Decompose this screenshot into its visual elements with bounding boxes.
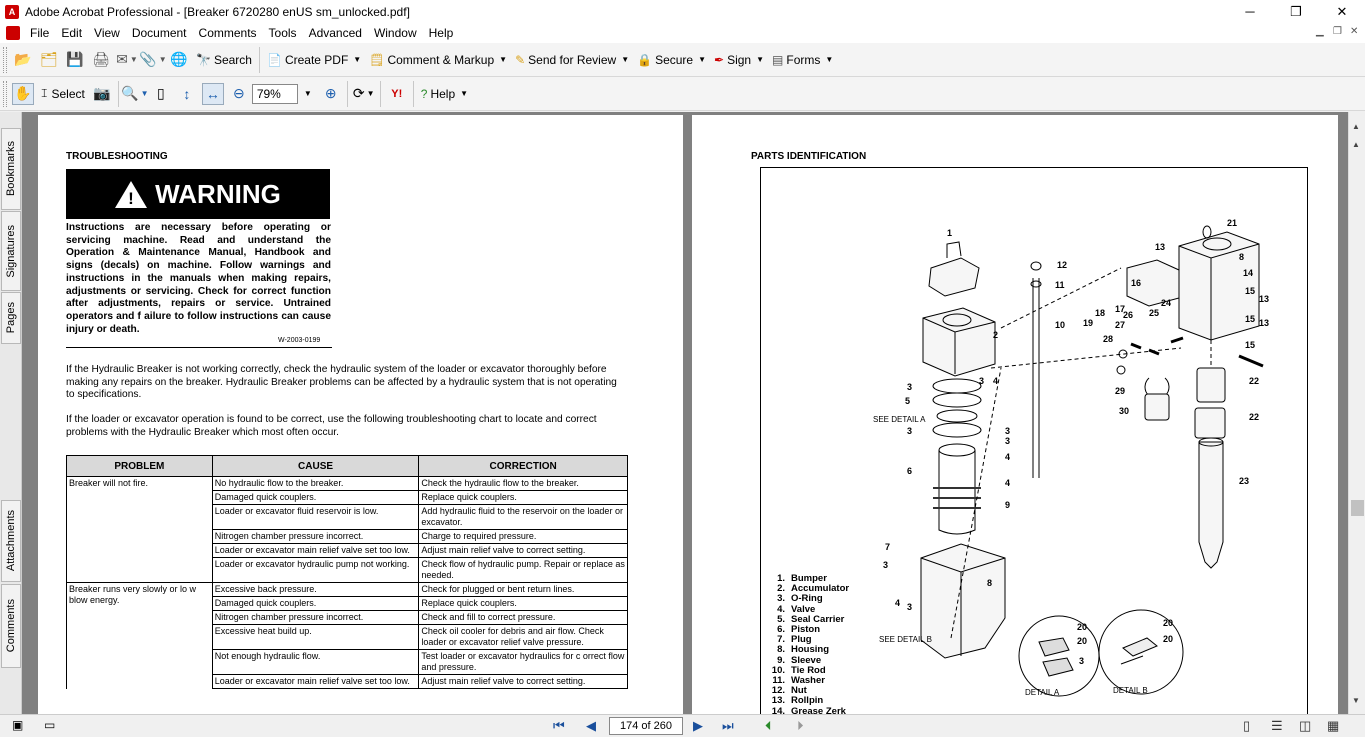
problem-cell: Breaker runs very slowly or lo w blow energy. — [67, 583, 213, 689]
zoom-dropdown-icon[interactable]: ▼ — [303, 89, 312, 98]
legend-text: Housing — [791, 644, 829, 656]
cause-cell: Excessive heat build up. — [212, 625, 419, 650]
separator — [118, 81, 119, 107]
legend-number: 13. — [771, 695, 785, 707]
document-view[interactable] — [22, 112, 1348, 714]
comment-icon: 🗒 — [369, 52, 385, 67]
part-callout: 13 — [1155, 242, 1166, 252]
separator — [380, 81, 381, 107]
text-select-icon: 𝙸 — [40, 86, 49, 100]
organizer-icon[interactable]: 🗂 — [40, 51, 58, 67]
menu-tools[interactable]: Tools — [268, 26, 297, 40]
part-callout: 7 — [885, 542, 891, 552]
cause-cell: Loader or excavator fluid reservoir is low. — [212, 505, 419, 530]
part-callout: 20 — [1163, 634, 1174, 644]
table-row — [67, 477, 628, 491]
legend-number: 1. — [777, 573, 785, 584]
legend-number: 12. — [771, 685, 785, 697]
part-callout: 4 — [993, 376, 999, 386]
see-detail-b-label: SEE DETAIL B — [879, 635, 932, 644]
legend-number: 5. — [777, 613, 785, 625]
part-callout: 25 — [1149, 308, 1160, 318]
pdf-page-right — [692, 115, 1338, 714]
part-callout: 24 — [1161, 298, 1172, 308]
menu-advanced[interactable]: Advanced — [308, 26, 362, 40]
continuous-facing-icon[interactable]: ▦ — [1327, 718, 1340, 733]
cause-cell: Damaged quick couplers. — [212, 491, 419, 505]
create-pdf-icon: 📄 — [266, 52, 282, 67]
column-header-problem: PROBLEM — [67, 456, 213, 477]
part-callout: 13 — [1259, 318, 1270, 328]
next-page-icon[interactable]: ▶ — [693, 718, 703, 733]
legend-text: Grease Zerk — [791, 705, 846, 714]
part-callout: 3 — [1079, 656, 1085, 666]
navigation-panel — [0, 112, 22, 714]
secure-button[interactable]: 🔒 Secure ▼ — [637, 52, 707, 67]
troubleshooting-table — [66, 455, 628, 689]
legend-number: 14. — [771, 705, 785, 714]
part-callout: 27 — [1115, 320, 1126, 330]
status-bar — [0, 714, 1365, 737]
zoom-in-icon[interactable]: ⊕ — [324, 85, 337, 101]
legend-number: 7. — [777, 634, 785, 646]
part-callout: 15 — [1245, 314, 1256, 324]
warning-title: WARNING — [155, 178, 281, 209]
part-callout: 8 — [987, 578, 993, 588]
page-number-field[interactable]: 174 of 260 — [609, 717, 683, 735]
navigation-toolbar — [0, 77, 1365, 111]
part-callout: 22 — [1249, 412, 1260, 422]
email-icon[interactable]: ✉ ▼ — [116, 51, 138, 67]
part-callout: 3 — [979, 376, 985, 386]
correction-cell: Test loader or excavator hydraulics for c orrect flow and pressure. — [419, 650, 628, 675]
menu-bar — [0, 23, 1365, 43]
divider — [66, 347, 332, 348]
attach-icon[interactable]: 📎 ▼ — [139, 51, 167, 67]
legend-text: Rollpin — [791, 695, 824, 707]
part-callout: 3 — [907, 382, 913, 392]
correction-cell: Charge to required pressure. — [419, 530, 628, 544]
legend-number: 3. — [777, 593, 785, 605]
column-header-correction: CORRECTION — [419, 456, 628, 477]
cause-cell: No hydraulic flow to the breaker. — [212, 477, 419, 491]
correction-cell: Adjust main relief valve to correct setting. — [419, 675, 628, 689]
part-callout: 3 — [907, 426, 913, 436]
first-page-icon[interactable]: ⏮ — [553, 718, 565, 733]
part-callout: 14 — [1243, 268, 1254, 278]
send-review-icon: ✎ — [515, 52, 526, 67]
part-callout: 18 — [1095, 308, 1106, 318]
part-callout: 4 — [895, 598, 901, 608]
last-page-icon[interactable]: ⏭ — [722, 718, 734, 733]
table-body — [67, 477, 628, 689]
part-callout: 20 — [1077, 636, 1088, 646]
fit-page-icon[interactable]: ↕ — [183, 85, 191, 102]
part-callout: 22 — [1249, 376, 1260, 386]
warning-icon: ! — [115, 181, 147, 208]
binoculars-icon: 🔭 — [196, 52, 211, 67]
actual-size-icon[interactable]: ▯ — [156, 85, 165, 101]
table-row — [67, 583, 628, 597]
part-callout: 1 — [947, 228, 953, 238]
part-callout: 3 — [907, 602, 913, 612]
legend-text: Bumper — [791, 573, 827, 584]
cause-cell: Loader or excavator main relief valve set too low. — [212, 675, 419, 689]
open-icon[interactable]: 📂 — [14, 51, 32, 67]
exploded-parts-diagram — [760, 167, 1308, 714]
part-callout: 15 — [1245, 340, 1256, 350]
part-callout: 15 — [1245, 286, 1256, 296]
rotate-view-icon[interactable]: ⟳ ▼ — [352, 85, 375, 101]
legend-item — [769, 707, 849, 714]
toolbar-grip[interactable] — [3, 47, 7, 73]
problem-cell: Breaker will not fire. — [67, 477, 213, 583]
part-callout: 30 — [1119, 406, 1130, 416]
tab-signatures[interactable]: Signatures — [1, 211, 21, 291]
legend-number: 2. — [777, 583, 785, 595]
part-callout: 10 — [1055, 320, 1066, 330]
cause-cell: Not enough hydraulic flow. — [212, 650, 419, 675]
part-callout: 4 — [1005, 478, 1011, 488]
column-header-cause: CAUSE — [212, 456, 419, 477]
fit-width-icon[interactable]: ↔ — [202, 83, 224, 105]
hand-tool-icon[interactable]: ✋ — [12, 83, 34, 105]
part-callout: 29 — [1115, 386, 1126, 396]
continuous-icon[interactable]: ☰ — [1271, 718, 1283, 733]
tab-attachments[interactable]: Attachments — [1, 500, 21, 582]
section-heading: PARTS IDENTIFICATION — [751, 151, 867, 162]
scroll-up-icon[interactable]: ▲ — [1352, 122, 1360, 131]
restore-button[interactable]: ❐ — [1290, 3, 1302, 19]
legend-text: Seal Carrier — [791, 613, 845, 625]
vertical-scrollbar[interactable] — [1348, 112, 1365, 714]
part-callout: 20 — [1163, 618, 1174, 628]
part-callout: 3 — [883, 560, 889, 570]
warning-text: Instructions are necessary before operating or servicing machine. Read and understand the Operation & Maintenance Manual, Handbook and signs (decals) on machine. Follow warnings and instructions in the manuals when making repairs, adjustments or servicing. Check for correct function after adjustments, repairs or service. Untrained operators and f ailure to follow instructions can cause injury or death. — [66, 222, 331, 335]
legend-text: Plug — [791, 634, 812, 646]
save-icon[interactable]: 💾 — [66, 51, 84, 67]
part-callout: 12 — [1057, 260, 1068, 270]
legend-number: 9. — [777, 654, 785, 666]
previous-page-icon[interactable]: ◀ — [586, 718, 596, 733]
correction-cell: Replace quick couplers. — [419, 491, 628, 505]
panel-toggle-icon[interactable]: ▣ — [12, 718, 24, 732]
document-icon[interactable] — [6, 26, 20, 40]
doc-close-icon[interactable]: ✕ — [1350, 26, 1359, 37]
yahoo-search-icon[interactable]: Y! — [391, 87, 403, 100]
chart-intro-paragraph: If the loader or excavator operation is found to be correct, use the following troubleshooting chart to locate and correct problems with the Hydraulic Breaker which most often occur. — [66, 414, 597, 438]
cause-cell: Loader or excavator main relief valve set too low. — [212, 544, 419, 558]
detail-a-label: DETAIL A — [1025, 688, 1060, 697]
legend-number: 4. — [777, 603, 785, 615]
part-callout: 3 — [1005, 426, 1011, 436]
scroll-down-icon[interactable]: ▼ — [1352, 696, 1360, 705]
acrobat-app-icon: A — [5, 5, 19, 19]
menu-comments[interactable]: Comments — [198, 26, 257, 40]
detail-b-label: DETAIL B — [1113, 686, 1148, 695]
tab-comments[interactable]: Comments — [1, 584, 21, 668]
window-title: Adobe Acrobat Professional - [Breaker 6720280 enUS sm_unlocked.pdf] — [25, 4, 410, 19]
select-tool-button[interactable]: 𝙸 Select — [40, 86, 85, 101]
correction-cell: Check and fill to correct pressure. — [419, 611, 628, 625]
parts-legend — [769, 574, 849, 714]
cause-cell: Damaged quick couplers. — [212, 597, 419, 611]
legend-number: 10. — [771, 664, 785, 676]
doc-restore-icon[interactable]: ❐ — [1333, 26, 1342, 37]
cause-cell: Nitrogen chamber pressure incorrect. — [212, 530, 419, 544]
minimize-button[interactable]: ─ — [1245, 4, 1255, 19]
correction-cell: Check the hydraulic flow to the breaker. — [419, 477, 628, 491]
correction-cell: Check oil cooler for debris and air flow. Check loader or excavator relief valve pressure. — [419, 625, 628, 650]
warning-banner — [66, 169, 330, 219]
correction-cell: Check for plugged or bent return lines. — [419, 583, 628, 597]
part-callout: 13 — [1259, 294, 1270, 304]
menu-view[interactable]: View — [94, 26, 120, 40]
legend-text: O-Ring — [791, 593, 823, 605]
legend-number: 8. — [777, 644, 785, 656]
send-review-button[interactable]: ✎ Send for Review ▼ — [515, 52, 630, 67]
cause-cell: Nitrogen chamber pressure incorrect. — [212, 611, 419, 625]
part-callout: 21 — [1227, 218, 1238, 228]
help-button[interactable]: ? Help ▼ — [420, 86, 469, 101]
close-button[interactable]: ✕ — [1336, 3, 1348, 19]
zoom-out-icon[interactable]: ⊖ — [232, 85, 245, 101]
go-forward-icon[interactable]: ⏵ — [797, 718, 804, 733]
part-callout: 17 — [1115, 304, 1126, 314]
part-callout: 19 — [1083, 318, 1094, 328]
create-pdf-button[interactable]: 📄 Create PDF ▼ — [266, 52, 362, 67]
legend-text: Nut — [791, 685, 807, 697]
part-callout: 8 — [1239, 252, 1245, 262]
part-callout: 6 — [907, 466, 913, 476]
part-callout: 2 — [993, 330, 999, 340]
part-callout: 3 — [1005, 436, 1011, 446]
scrollbar-thumb[interactable] — [1351, 500, 1364, 516]
part-callout: 11 — [1055, 280, 1065, 290]
correction-cell: Adjust main relief valve to correct setting. — [419, 544, 628, 558]
forms-icon: ▤ — [772, 52, 784, 67]
go-back-icon[interactable]: ⏴ — [765, 718, 772, 733]
legend-number: 11. — [772, 675, 785, 687]
zoom-level-input[interactable] — [252, 84, 298, 104]
web-icon[interactable]: 🌐 — [170, 51, 188, 67]
tab-pages[interactable]: Pages — [1, 292, 21, 344]
tab-bookmarks[interactable]: Bookmarks — [1, 128, 21, 210]
comment-markup-button[interactable]: 🗒 Comment & Markup ▼ — [369, 52, 508, 67]
part-callout: 28 — [1103, 334, 1114, 344]
legend-text: Accumulator — [791, 583, 850, 595]
search-button[interactable]: 🔭 Search — [196, 52, 252, 67]
cause-cell: Loader or excavator hydraulic pump not working. — [212, 558, 419, 583]
intro-paragraph: If the Hydraulic Breaker is not working correctly, check the hydraulic system of the loader or excavator thoroughly before making any repairs on the breaker. Hydraulic Breaker problems can be affected by a hydraulic system that is not operating to specifications. — [66, 364, 617, 401]
part-callout: 20 — [1077, 622, 1088, 632]
separator — [413, 81, 414, 107]
separator — [259, 47, 260, 73]
print-icon[interactable]: 🖨 — [92, 51, 110, 67]
part-callout: 26 — [1123, 310, 1134, 320]
menu-edit[interactable]: Edit — [61, 26, 83, 40]
menu-window[interactable]: Window — [373, 26, 417, 40]
correction-cell: Check flow of hydraulic pump. Repair or replace as needed. — [419, 558, 628, 583]
legend-text: Sleeve — [791, 654, 822, 666]
correction-cell: Replace quick couplers. — [419, 597, 628, 611]
single-page-icon[interactable]: ▯ — [1243, 718, 1251, 733]
page-size-icon[interactable]: ▭ — [44, 718, 56, 732]
sign-button[interactable]: ✒ Sign ▼ — [714, 52, 765, 67]
help-icon: ? — [420, 86, 428, 101]
title-bar — [0, 0, 1365, 23]
legend-text: Washer — [791, 675, 825, 687]
menu-file[interactable]: File — [30, 26, 50, 40]
separator — [347, 81, 348, 107]
section-heading: TROUBLESHOOTING — [66, 151, 168, 162]
correction-cell: Add hydraulic fluid to the reservoir on the loader or excavator. — [419, 505, 628, 530]
part-callout: 23 — [1239, 476, 1250, 486]
cause-cell: Excessive back pressure. — [212, 583, 419, 597]
zoom-in-tool-icon[interactable]: 🔍 ▼ — [121, 85, 149, 101]
part-callout: 9 — [1005, 500, 1011, 510]
facing-icon[interactable]: ◫ — [1299, 718, 1312, 733]
forms-button[interactable]: ▤ Forms ▼ — [772, 52, 834, 67]
doc-minimize-icon[interactable]: ▁ — [1316, 26, 1324, 37]
legend-text: Piston — [791, 624, 821, 636]
menu-help[interactable]: Help — [428, 26, 454, 40]
menu-document[interactable]: Document — [131, 26, 187, 40]
pen-icon: ✒ — [714, 52, 725, 67]
snapshot-icon[interactable]: 📷 — [93, 85, 111, 101]
lock-icon: 🔒 — [637, 52, 653, 67]
see-detail-a-label: SEE DETAIL A — [873, 415, 926, 424]
part-callout: 4 — [1005, 452, 1011, 462]
file-toolbar — [0, 43, 1365, 77]
legend-number: 6. — [777, 624, 785, 636]
legend-text: Valve — [791, 603, 816, 615]
part-callout: 16 — [1131, 278, 1142, 288]
scroll-up-page-icon[interactable]: ▲ — [1352, 140, 1360, 149]
part-callout: 5 — [905, 396, 911, 406]
warning-code: W-2003-0199 — [278, 337, 321, 344]
toolbar-grip[interactable] — [3, 81, 7, 107]
legend-text: Tie Rod — [791, 664, 826, 676]
pdf-page-left — [38, 115, 683, 714]
